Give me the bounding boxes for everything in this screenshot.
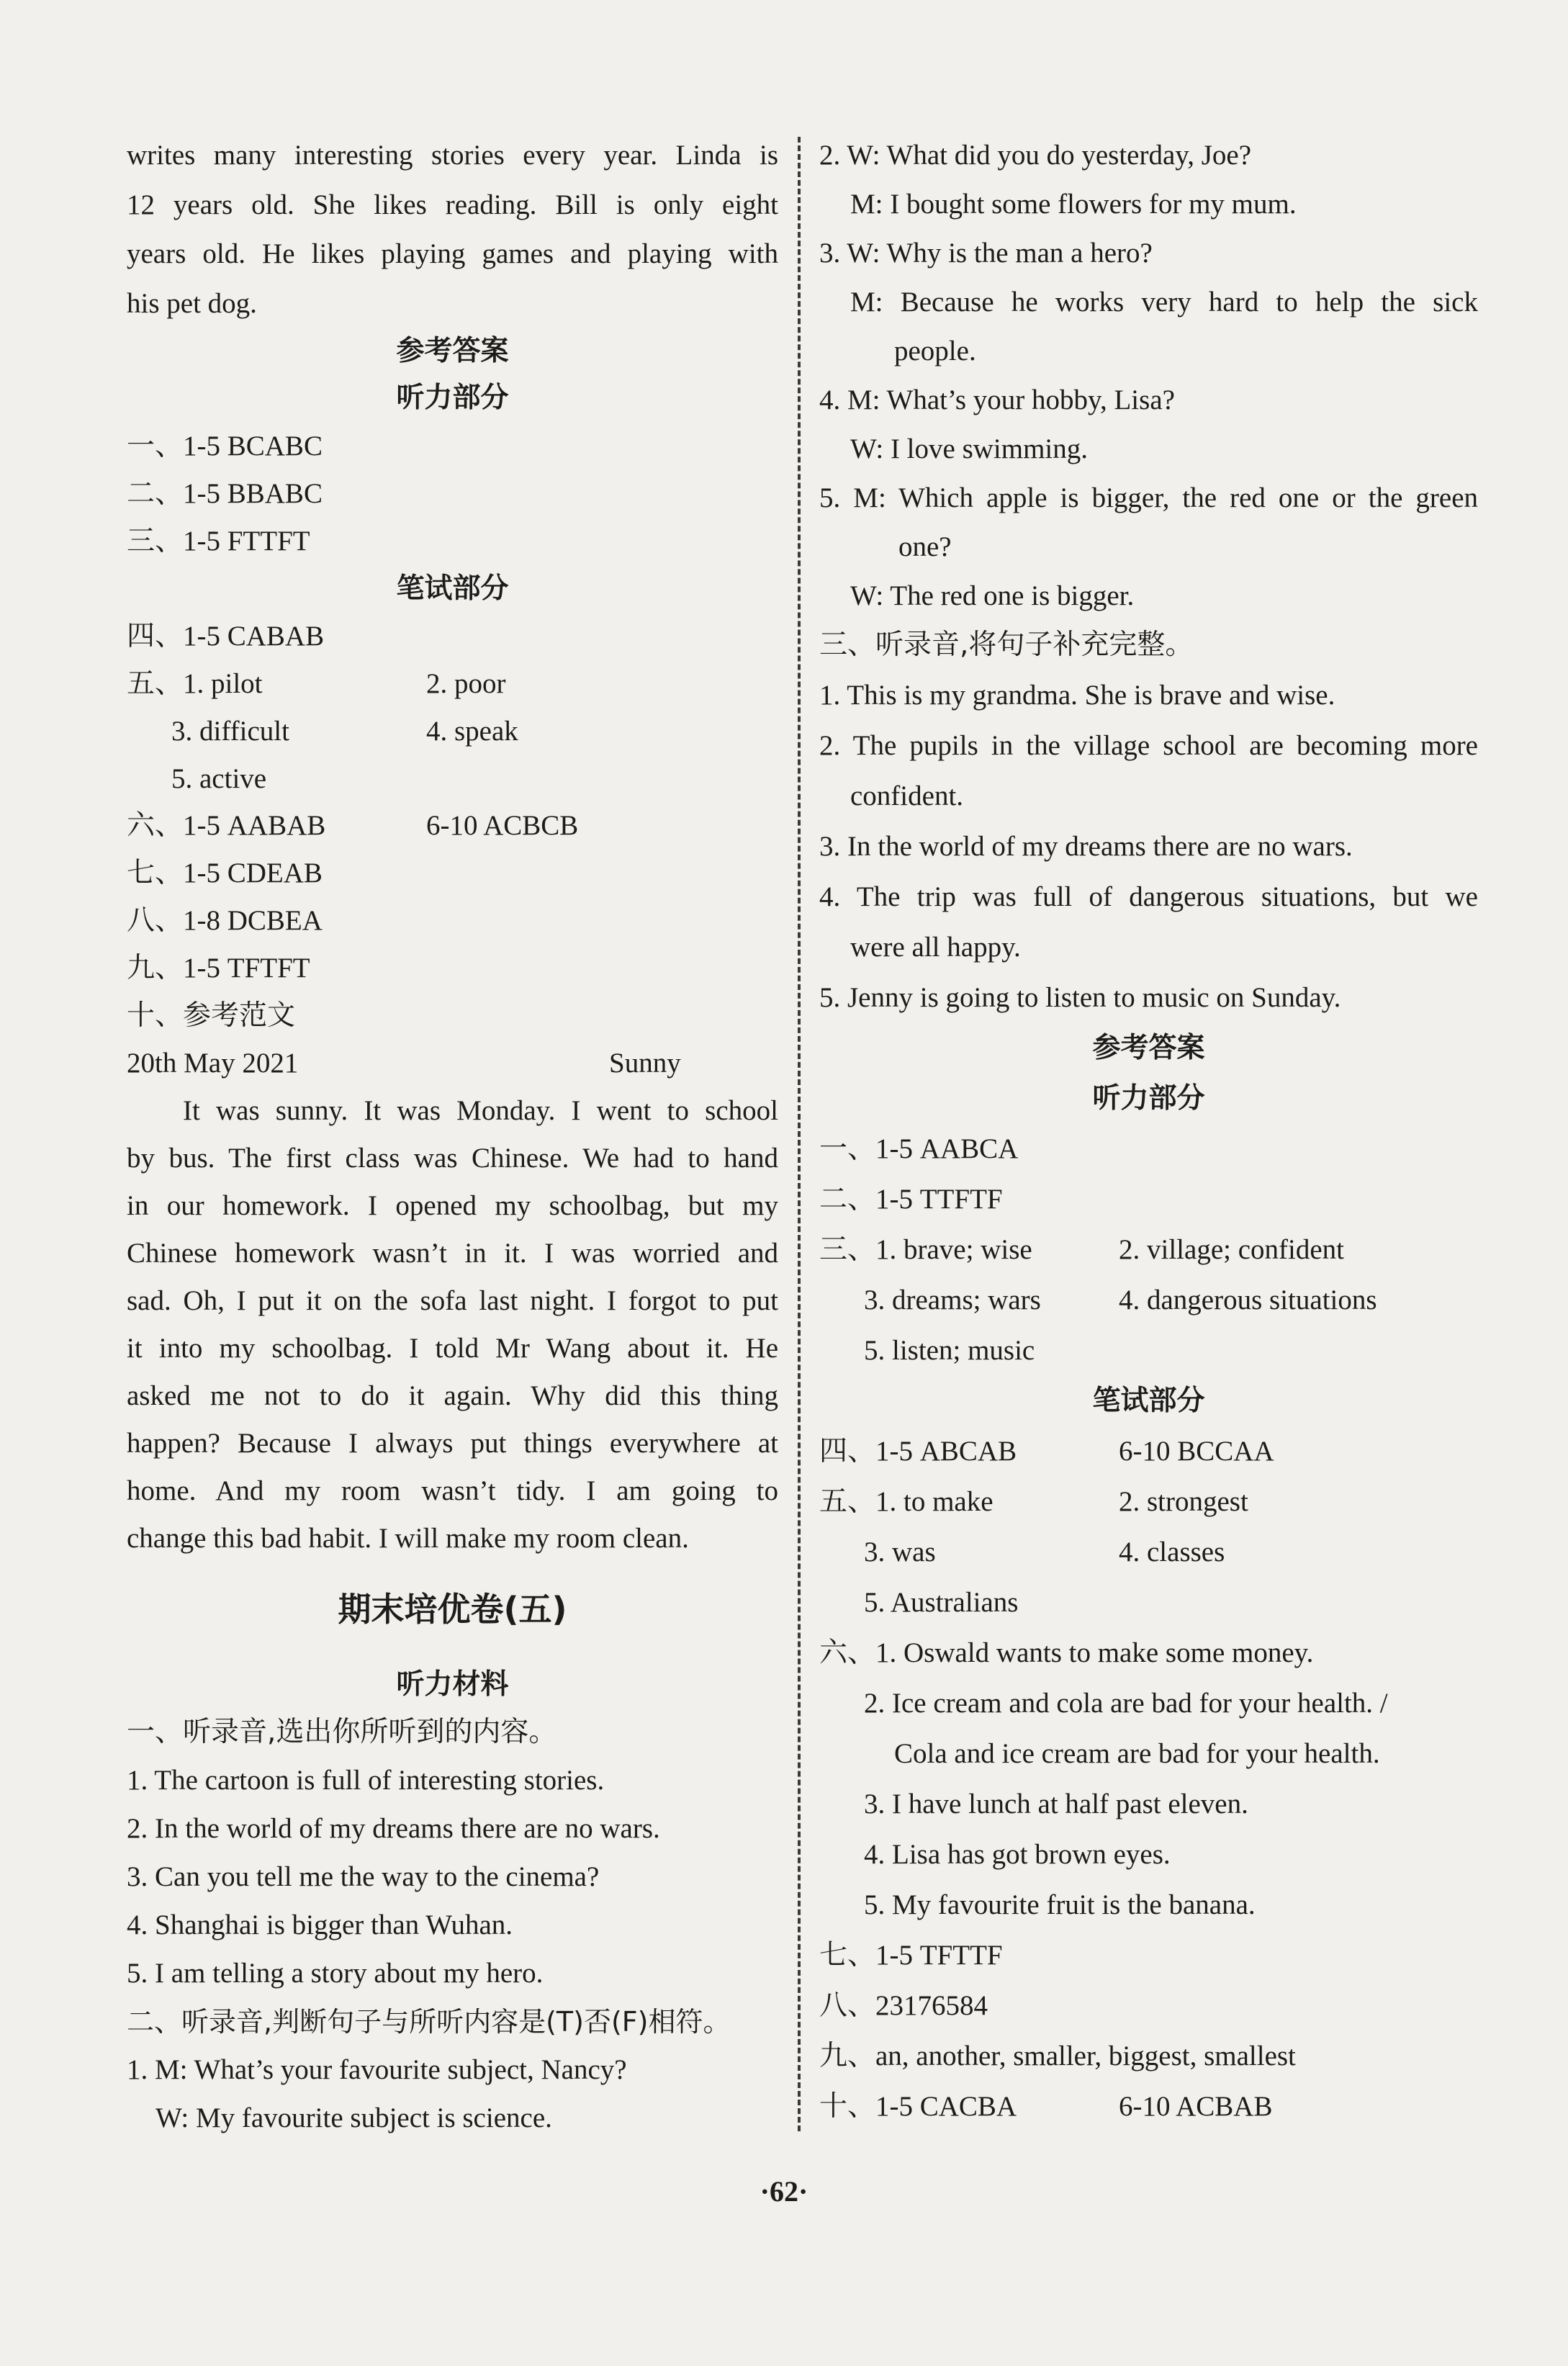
essay-date: 20th May 2021 (127, 1048, 299, 1079)
answer-line: 2. poor (426, 668, 506, 699)
essay-weather: Sunny (609, 1048, 681, 1079)
answer-line: 一、1-5 AABCA (819, 1133, 1019, 1164)
essay-line: it into my schoolbag. I told Mr Wang about it. He (127, 1333, 778, 1364)
answer-line: 2. village; confident (1119, 1234, 1344, 1265)
listening-item: 5. Jenny is going to listen to music on Sunday. (819, 982, 1341, 1013)
exam-title: 期末培优卷(五) (338, 1590, 567, 1629)
answer-line: 七、1-5 TFTTF (819, 1940, 1003, 1971)
listening-item: 3. In the world of my dreams there are no wars. (819, 831, 1353, 862)
answer-line: 八、1-8 DCBEA (127, 905, 323, 936)
materials-heading: 听力材料 (396, 1668, 509, 1701)
passage-line: his pet dog. (127, 288, 257, 319)
essay-line: sad. Oh, I put it on the sofa last night. I forgot to put (127, 1285, 778, 1316)
dialog-line: 3. W: Why is the man a hero? (819, 238, 1153, 269)
passage-line: 12 years old. She likes reading. Bill is only eight (127, 189, 778, 220)
answer-line: 5. active (171, 763, 267, 794)
answer-line: 5. My favourite fruit is the banana. (864, 1889, 1256, 1920)
listening-item: 4. Shanghai is bigger than Wuhan. (127, 1910, 513, 1940)
passage-line: years old. He likes playing games and playing with (127, 238, 778, 269)
answer-line: 4. classes (1119, 1537, 1225, 1567)
dialog-line: M: I bought some flowers for my mum. (850, 189, 1297, 220)
dialog-line: M: Because he works very hard to help the sick (850, 287, 1478, 318)
answer-line: 3. I have lunch at half past eleven. (864, 1789, 1248, 1820)
answer-line: 5. listen; music (864, 1335, 1035, 1366)
listening-item: were all happy. (850, 932, 1021, 963)
answer-line: 2. strongest (1119, 1486, 1248, 1517)
essay-line: in our homework. I opened my schoolbag, but my (127, 1190, 778, 1221)
listening-item: 4. The trip was full of dangerous situations, but we (819, 881, 1478, 912)
answer-line: 五、1. to make (819, 1486, 993, 1517)
dialog-line: W: I love swimming. (850, 433, 1089, 464)
answer-line: 六、1-5 AABAB (127, 810, 326, 841)
essay-line: It was sunny. It was Monday. I went to school (183, 1095, 778, 1126)
answer-line: 6-10 ACBAB (1119, 2091, 1273, 2122)
answer-line: 3. was (864, 1537, 936, 1567)
essay-line: change this bad habit. I will make my room clean. (127, 1523, 689, 1554)
answer-line: 4. Lisa has got brown eyes. (864, 1839, 1171, 1870)
dialog-line: people. (894, 336, 976, 366)
answer-line: 一、1-5 BCABC (127, 431, 323, 462)
answer-line: 六、1. Oswald wants to make some money. (819, 1637, 1314, 1668)
answer-line: 五、1. pilot (127, 668, 263, 699)
listening-item: confident. (850, 781, 964, 811)
essay-line: by bus. The first class was Chinese. We had to hand (127, 1143, 778, 1174)
answer-line: 3. dreams; wars (864, 1285, 1041, 1315)
passage-line: writes many interesting stories every year. Linda is (127, 140, 778, 171)
listening-item: 2. The pupils in the village school are becoming more (819, 730, 1478, 761)
essay-line: asked me not to do it again. Why did this thing (127, 1380, 778, 1411)
column-divider (798, 137, 801, 2131)
listening-heading: 听力部分 (396, 382, 509, 414)
answer-line: 5. Australians (864, 1587, 1019, 1618)
answer-line: 十、1-5 CACBA (819, 2091, 1017, 2122)
written-heading: 笔试部分 (396, 572, 509, 605)
listening-heading: 听力部分 (1092, 1082, 1205, 1115)
answer-line: 4. speak (426, 716, 518, 747)
dialog-line: 5. M: Which apple is bigger, the red one or the green (819, 482, 1478, 513)
page-number: ·62· (760, 2175, 808, 2208)
section-instruction: 二、听录音,判断句子与所听内容是(T)否(F)相符。 (127, 2006, 731, 2038)
answer-line: 三、1-5 FTTFT (127, 526, 310, 557)
section-instruction: 三、听录音,将句子补充完整。 (819, 629, 1194, 661)
dialog-line: 4. M: What’s your hobby, Lisa? (819, 384, 1175, 415)
listening-item: 3. Can you tell me the way to the cinema? (127, 1861, 600, 1892)
answer-heading: 参考答案 (396, 335, 509, 367)
answer-line: 二、1-5 TTFTF (819, 1184, 1003, 1215)
answer-line: Cola and ice cream are bad for your health. (894, 1738, 1380, 1769)
answer-heading: 参考答案 (1092, 1032, 1205, 1064)
dialog-line: W: My favourite subject is science. (156, 2102, 552, 2133)
answer-line: 十、参考范文 (127, 1000, 296, 1031)
answer-line: 三、1. brave; wise (819, 1234, 1032, 1265)
answer-line: 八、23176584 (819, 1990, 988, 2021)
answer-line: 四、1-5 CABAB (127, 621, 325, 652)
answer-line: 九、an, another, smaller, biggest, smallest (819, 2041, 1296, 2072)
listening-item: 1. The cartoon is full of interesting stories. (127, 1765, 605, 1796)
dialog-line: 2. W: What did you do yesterday, Joe? (819, 140, 1252, 171)
answer-line: 二、1-5 BBABC (127, 478, 323, 509)
answer-line: 2. Ice cream and cola are bad for your health. / (864, 1688, 1388, 1719)
essay-line: happen? Because I always put things everywhere at (127, 1428, 778, 1459)
listening-item: 2. In the world of my dreams there are no wars. (127, 1813, 660, 1844)
written-heading: 笔试部分 (1092, 1385, 1205, 1417)
essay-line: Chinese homework wasn’t in it. I was worried and (127, 1238, 778, 1269)
answer-line: 七、1-5 CDEAB (127, 858, 323, 889)
essay-line: home. And my room wasn’t tidy. I am going to (127, 1475, 778, 1506)
listening-item: 5. I am telling a story about my hero. (127, 1958, 544, 1989)
section-instruction: 一、听录音,选出你所听到的内容。 (127, 1716, 557, 1748)
answer-line: 四、1-5 ABCAB (819, 1436, 1017, 1467)
listening-item: 1. This is my grandma. She is brave and wise. (819, 680, 1335, 711)
dialog-line: 1. M: What’s your favourite subject, Nancy? (127, 2054, 627, 2085)
answer-line: 九、1-5 TFTFT (127, 953, 310, 984)
answer-line: 6-10 BCCAA (1119, 1436, 1274, 1467)
answer-line: 4. dangerous situations (1119, 1285, 1377, 1315)
dialog-line: W: The red one is bigger. (850, 580, 1135, 611)
dialog-line: one? (898, 531, 952, 562)
answer-line: 6-10 ACBCB (426, 810, 579, 841)
answer-line: 3. difficult (171, 716, 289, 747)
